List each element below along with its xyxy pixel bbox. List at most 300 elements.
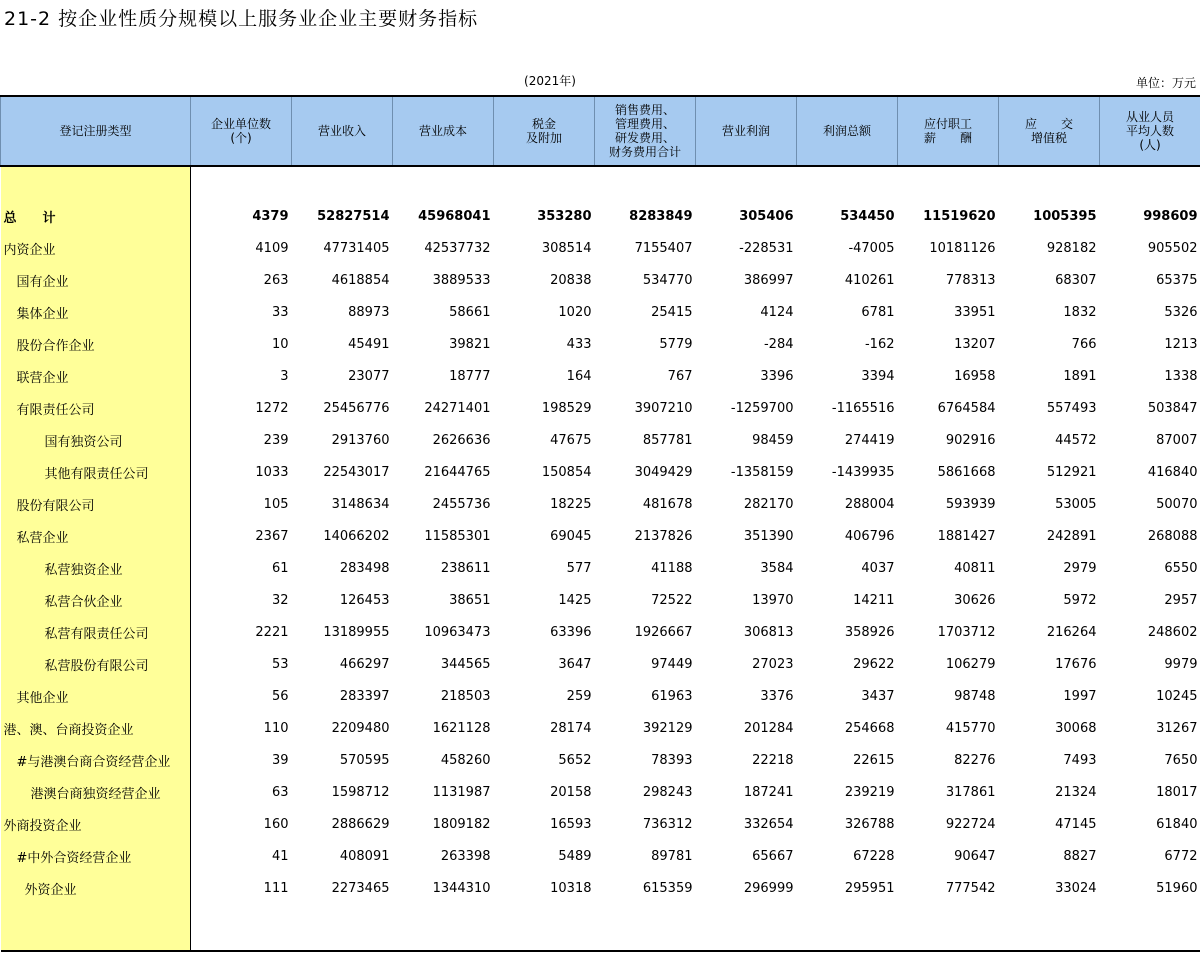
table-row: [1, 456, 1200, 488]
row-label: [1, 712, 191, 744]
row-label-text: 私营合伙企业: [44, 594, 123, 610]
value-cell: 778313: [945, 272, 996, 288]
value-cell: 3396: [760, 368, 794, 384]
row-label: [1, 680, 191, 712]
value-cell: 39: [271, 752, 289, 768]
value-cell: 410261: [844, 272, 895, 288]
year-label: (2021年): [524, 74, 576, 88]
column-header-line: 营业成本: [418, 124, 467, 138]
table-row: [1, 680, 1200, 712]
row-label: [1, 872, 191, 904]
row-label: [1, 488, 191, 520]
value-cell: 317861: [945, 784, 996, 800]
value-cell: 1338: [1164, 368, 1198, 384]
value-cell: 31267: [1156, 720, 1198, 736]
value-cell: 41: [271, 848, 289, 864]
value-cell: 82276: [954, 752, 996, 768]
row-label-text: 其他有限责任公司: [44, 466, 149, 482]
value-cell: 24271401: [424, 400, 491, 416]
value-cell: 3376: [760, 688, 794, 704]
value-cell: 4037: [861, 560, 895, 576]
value-cell: 239219: [844, 784, 895, 800]
value-cell: 10245: [1156, 688, 1198, 704]
value-cell: 47145: [1055, 816, 1097, 832]
value-cell: 201284: [743, 720, 794, 736]
value-cell: 1881427: [937, 528, 996, 544]
value-cell: 392129: [642, 720, 693, 736]
value-cell: 4618854: [331, 272, 390, 288]
column-header: [191, 96, 292, 166]
value-cell: 63396: [550, 624, 592, 640]
column-header: [1, 96, 191, 166]
value-cell: 283397: [339, 688, 390, 704]
column-header-line: 企业单位数: [210, 117, 271, 131]
value-cell: 557493: [1046, 400, 1097, 416]
value-cell: 78393: [651, 752, 693, 768]
row-label-text: 有限责任公司: [16, 402, 95, 418]
value-cell: 1703712: [937, 624, 996, 640]
row-label: [1, 424, 191, 456]
value-cell: 857781: [642, 432, 693, 448]
value-cell: 30068: [1055, 720, 1097, 736]
value-cell: 23077: [348, 368, 390, 384]
row-label: [1, 648, 191, 680]
row-label: [1, 840, 191, 872]
value-cell: 10318: [550, 880, 592, 896]
spacer-row: [1, 904, 1200, 951]
value-cell: 332654: [743, 816, 794, 832]
value-cell: 22218: [752, 752, 794, 768]
value-cell: 458260: [440, 752, 491, 768]
value-cell: 9979: [1164, 656, 1198, 672]
value-cell: 767: [667, 368, 693, 384]
value-cell: 928182: [1046, 240, 1097, 256]
column-header: [898, 96, 999, 166]
value-cell: 263: [263, 272, 289, 288]
financial-indicators-table: [0, 95, 1200, 952]
column-header-line: 利润总额: [822, 124, 871, 138]
value-cell: 52827514: [317, 208, 390, 224]
row-label-text: 私营股份有限公司: [44, 658, 149, 674]
value-cell: 3889533: [432, 272, 491, 288]
value-cell: 415770: [945, 720, 996, 736]
value-cell: 47675: [550, 432, 592, 448]
value-cell: 1926667: [634, 624, 693, 640]
value-cell: 21324: [1055, 784, 1097, 800]
value-cell: 766: [1071, 336, 1097, 352]
value-cell: 61963: [651, 688, 693, 704]
value-cell: 65667: [752, 848, 794, 864]
value-cell: 3647: [558, 656, 592, 672]
value-cell: 20158: [550, 784, 592, 800]
value-cell: 5861668: [937, 464, 996, 480]
value-cell: 238611: [440, 560, 491, 576]
value-cell: 25456776: [323, 400, 390, 416]
value-cell: 61840: [1156, 816, 1198, 832]
value-cell: 11519620: [923, 208, 996, 224]
value-cell: 69045: [550, 528, 592, 544]
value-cell: 2979: [1063, 560, 1097, 576]
value-cell: 7155407: [634, 240, 693, 256]
value-cell: 353280: [537, 208, 592, 224]
value-cell: 11585301: [424, 528, 491, 544]
value-cell: 242891: [1046, 528, 1097, 544]
row-label: [1, 552, 191, 584]
value-cell: 1598712: [331, 784, 390, 800]
spacer-row: [1, 166, 1200, 200]
row-label-text: 联营企业: [16, 370, 69, 386]
column-header: [494, 96, 595, 166]
value-cell: 27023: [752, 656, 794, 672]
value-cell: 481678: [642, 496, 693, 512]
column-header-line: 营业利润: [721, 124, 770, 138]
value-cell: 615359: [642, 880, 693, 896]
value-cell: 466297: [339, 656, 390, 672]
value-cell: 39821: [449, 336, 491, 352]
value-cell: 902916: [945, 432, 996, 448]
value-cell: 150854: [541, 464, 592, 480]
value-cell: 2886629: [331, 816, 390, 832]
value-cell: 7650: [1164, 752, 1198, 768]
table-body: [1, 166, 1200, 951]
value-cell: 3394: [861, 368, 895, 384]
value-cell: 216264: [1046, 624, 1097, 640]
value-cell: 18225: [550, 496, 592, 512]
table-row: [1, 520, 1200, 552]
table-row: [1, 232, 1200, 264]
value-cell: 18777: [449, 368, 491, 384]
table-row: [1, 616, 1200, 648]
value-cell: 45968041: [418, 208, 491, 224]
table-header-row: [1, 96, 1200, 166]
value-cell: 433: [566, 336, 592, 352]
value-cell: 1033: [255, 464, 289, 480]
value-cell: 503847: [1147, 400, 1198, 416]
value-cell: 1621128: [432, 720, 491, 736]
row-label: [1, 808, 191, 840]
column-header-line: 销售费用、: [614, 103, 675, 117]
value-cell: -228531: [739, 240, 794, 256]
value-cell: 922724: [945, 816, 996, 832]
table-row: [1, 296, 1200, 328]
value-cell: 2957: [1164, 592, 1198, 608]
value-cell: 254668: [844, 720, 895, 736]
value-cell: 2273465: [331, 880, 390, 896]
value-cell: 248602: [1147, 624, 1198, 640]
column-header-line: 及附加: [525, 131, 562, 145]
value-cell: 3584: [760, 560, 794, 576]
row-label: [1, 200, 191, 232]
value-cell: 56: [271, 688, 289, 704]
value-cell: 160: [263, 816, 289, 832]
value-cell: 283498: [339, 560, 390, 576]
value-cell: 50070: [1156, 496, 1198, 512]
value-cell: -1358159: [730, 464, 794, 480]
value-cell: -162: [864, 336, 895, 352]
value-cell: 20838: [550, 272, 592, 288]
value-cell: 416840: [1147, 464, 1198, 480]
row-label-text: 港澳台商独资经营企业: [30, 786, 161, 802]
column-header-line: 登记注册类型: [59, 124, 132, 138]
value-cell: 53005: [1055, 496, 1097, 512]
row-label: [1, 520, 191, 552]
value-cell: 47731405: [323, 240, 390, 256]
row-label: [1, 232, 191, 264]
value-cell: 2137826: [634, 528, 693, 544]
value-cell: 10: [271, 336, 289, 352]
value-cell: 1997: [1063, 688, 1097, 704]
value-cell: 10181126: [929, 240, 996, 256]
value-cell: 22615: [853, 752, 895, 768]
row-label-text: 股份合作企业: [16, 338, 95, 354]
column-header-line: 财务费用合计: [608, 145, 681, 159]
value-cell: 3148634: [331, 496, 390, 512]
value-cell: 534450: [840, 208, 895, 224]
value-cell: 25415: [651, 304, 693, 320]
value-cell: 164: [566, 368, 592, 384]
value-cell: -284: [763, 336, 794, 352]
value-cell: 98748: [954, 688, 996, 704]
value-cell: 1891: [1063, 368, 1097, 384]
value-cell: 16958: [954, 368, 996, 384]
column-header-line: 税金: [531, 117, 556, 131]
value-cell: 33024: [1055, 880, 1097, 896]
label-cell: [1, 904, 191, 951]
value-cell: 306813: [743, 624, 794, 640]
value-cell: 198529: [541, 400, 592, 416]
value-cell: 570595: [339, 752, 390, 768]
row-label-text: #中外合资经营企业: [16, 850, 132, 866]
value-cell: 17676: [1055, 656, 1097, 672]
value-cell: 3907210: [634, 400, 693, 416]
column-header: [999, 96, 1100, 166]
column-header-line: (个): [230, 131, 252, 145]
table-row: [1, 424, 1200, 456]
value-cell: 1344310: [432, 880, 491, 896]
page-title: 21-2 按企业性质分规模以上服务业企业主要财务指标: [4, 8, 479, 30]
value-cell: 3049429: [634, 464, 693, 480]
value-cell: 6781: [861, 304, 895, 320]
value-cell: 88973: [348, 304, 390, 320]
value-cell: 187241: [743, 784, 794, 800]
value-cell: 1131987: [432, 784, 491, 800]
table-row: [1, 744, 1200, 776]
value-cell: 41188: [651, 560, 693, 576]
value-cell: 3437: [861, 688, 895, 704]
value-cell: 6550: [1164, 560, 1198, 576]
value-cell: 4379: [252, 208, 289, 224]
row-label: [1, 360, 191, 392]
label-cell: [1, 166, 191, 200]
row-label-text: 私营独资企业: [44, 562, 123, 578]
value-cell: 126453: [339, 592, 390, 608]
value-cell: 274419: [844, 432, 895, 448]
value-cell: 111: [263, 880, 289, 896]
value-cell: 2221: [255, 624, 289, 640]
value-cell: 298243: [642, 784, 693, 800]
value-cell: 53: [271, 656, 289, 672]
row-label: [1, 392, 191, 424]
value-cell: 408091: [339, 848, 390, 864]
value-cell: 358926: [844, 624, 895, 640]
value-cell: 8827: [1063, 848, 1097, 864]
value-cell: 28174: [550, 720, 592, 736]
row-label: [1, 264, 191, 296]
value-cell: 239: [263, 432, 289, 448]
value-cell: 1425: [558, 592, 592, 608]
value-cell: 22543017: [323, 464, 390, 480]
column-header-line: 研发费用、: [614, 131, 675, 145]
row-label-text: 外商投资企业: [3, 818, 82, 834]
row-label: [1, 296, 191, 328]
row-label-text: 股份有限公司: [16, 498, 95, 514]
value-cell: 593939: [945, 496, 996, 512]
value-cell: 1832: [1063, 304, 1097, 320]
unit-label: 单位：万元: [1135, 76, 1196, 90]
value-cell: 38651: [449, 592, 491, 608]
row-label: [1, 584, 191, 616]
value-cell: 5779: [659, 336, 693, 352]
column-header-line: 平均人数: [1125, 124, 1174, 138]
value-cell: 905502: [1147, 240, 1198, 256]
value-cell: -47005: [848, 240, 895, 256]
value-cell: 14211: [853, 592, 895, 608]
value-cell: 351390: [743, 528, 794, 544]
value-cell: 305406: [739, 208, 794, 224]
column-header-line: 营业收入: [317, 124, 366, 138]
row-label-text: 国有企业: [16, 274, 69, 290]
value-cell: 13970: [752, 592, 794, 608]
value-cell: -1259700: [730, 400, 794, 416]
value-cell: 29622: [853, 656, 895, 672]
value-cell: 58661: [449, 304, 491, 320]
value-cell: 386997: [743, 272, 794, 288]
table-row: [1, 488, 1200, 520]
value-cell: 406796: [844, 528, 895, 544]
column-header: [393, 96, 494, 166]
value-cell: 512921: [1046, 464, 1097, 480]
value-cell: 13189955: [323, 624, 390, 640]
value-cell: 1005395: [1033, 208, 1097, 224]
value-cell: 13207: [954, 336, 996, 352]
value-cell: 30626: [954, 592, 996, 608]
column-header-line: 管理费用、: [614, 117, 675, 131]
column-header: [696, 96, 797, 166]
value-cell: 89781: [651, 848, 693, 864]
value-cell: 534770: [642, 272, 693, 288]
row-label-text: 私营有限责任公司: [44, 626, 149, 642]
column-header-line: 从业人员: [1125, 110, 1174, 124]
value-cell: 1213: [1164, 336, 1198, 352]
column-header: [1100, 96, 1200, 166]
value-cell: 16593: [550, 816, 592, 832]
table-row: [1, 200, 1200, 232]
table-row: [1, 360, 1200, 392]
value-cell: 5326: [1164, 304, 1198, 320]
row-label-text: 内资企业: [3, 242, 56, 258]
table-row: [1, 872, 1200, 904]
table-row: [1, 648, 1200, 680]
table-row: [1, 328, 1200, 360]
column-header: [292, 96, 393, 166]
table-row: [1, 392, 1200, 424]
value-cell: 263398: [440, 848, 491, 864]
value-cell: 65375: [1156, 272, 1198, 288]
value-cell: 4124: [760, 304, 794, 320]
value-cell: 63: [271, 784, 289, 800]
value-cell: 51960: [1156, 880, 1198, 896]
row-label-text: 总 计: [3, 210, 56, 226]
value-cell: 6764584: [937, 400, 996, 416]
value-cell: 33951: [954, 304, 996, 320]
table-row: [1, 264, 1200, 296]
value-cell: 5489: [558, 848, 592, 864]
row-label-text: 集体企业: [16, 306, 69, 322]
row-label: [1, 328, 191, 360]
value-cell: 21644765: [424, 464, 491, 480]
value-cell: 5972: [1063, 592, 1097, 608]
value-cell: 308514: [541, 240, 592, 256]
value-cell: 344565: [440, 656, 491, 672]
value-cell: 7493: [1063, 752, 1097, 768]
column-header-line: 应付职工: [923, 117, 972, 131]
value-cell: 998609: [1143, 208, 1198, 224]
value-cell: 295951: [844, 880, 895, 896]
table-row: [1, 712, 1200, 744]
column-header-line: 薪 酬: [923, 131, 972, 145]
value-cell: 14066202: [323, 528, 390, 544]
value-cell: 6772: [1164, 848, 1198, 864]
row-label: [1, 456, 191, 488]
value-cell: 288004: [844, 496, 895, 512]
value-cell: 8283849: [629, 208, 693, 224]
value-cell: 45491: [348, 336, 390, 352]
value-cell: -1439935: [831, 464, 895, 480]
value-cell: 577: [566, 560, 592, 576]
column-header: [595, 96, 696, 166]
value-cell: 97449: [651, 656, 693, 672]
value-cell: 87007: [1156, 432, 1198, 448]
row-label: [1, 744, 191, 776]
table-row: [1, 808, 1200, 840]
value-cell: 18017: [1156, 784, 1198, 800]
row-label: [1, 776, 191, 808]
table-row: [1, 776, 1200, 808]
column-header-line: 应 交: [1024, 117, 1073, 131]
value-cell: 218503: [440, 688, 491, 704]
value-cell: 2913760: [331, 432, 390, 448]
value-cell: 42537732: [424, 240, 491, 256]
value-cell: 40811: [954, 560, 996, 576]
value-cell: 259: [566, 688, 592, 704]
row-label-text: 港、澳、台商投资企业: [3, 722, 134, 738]
value-cell: 4109: [255, 240, 289, 256]
value-cell: 72522: [651, 592, 693, 608]
value-cell: 106279: [945, 656, 996, 672]
value-cell: 33: [271, 304, 289, 320]
row-label: [1, 616, 191, 648]
value-cell: 2455736: [432, 496, 491, 512]
row-label-text: 私营企业: [16, 530, 69, 546]
value-cell: -1165516: [831, 400, 895, 416]
column-header-line: 增值税: [1030, 131, 1067, 145]
value-cell: 61: [271, 560, 289, 576]
value-cell: 67228: [853, 848, 895, 864]
value-cell: 98459: [752, 432, 794, 448]
value-cell: 268088: [1147, 528, 1198, 544]
value-cell: 3: [280, 368, 289, 384]
value-cell: 105: [263, 496, 289, 512]
